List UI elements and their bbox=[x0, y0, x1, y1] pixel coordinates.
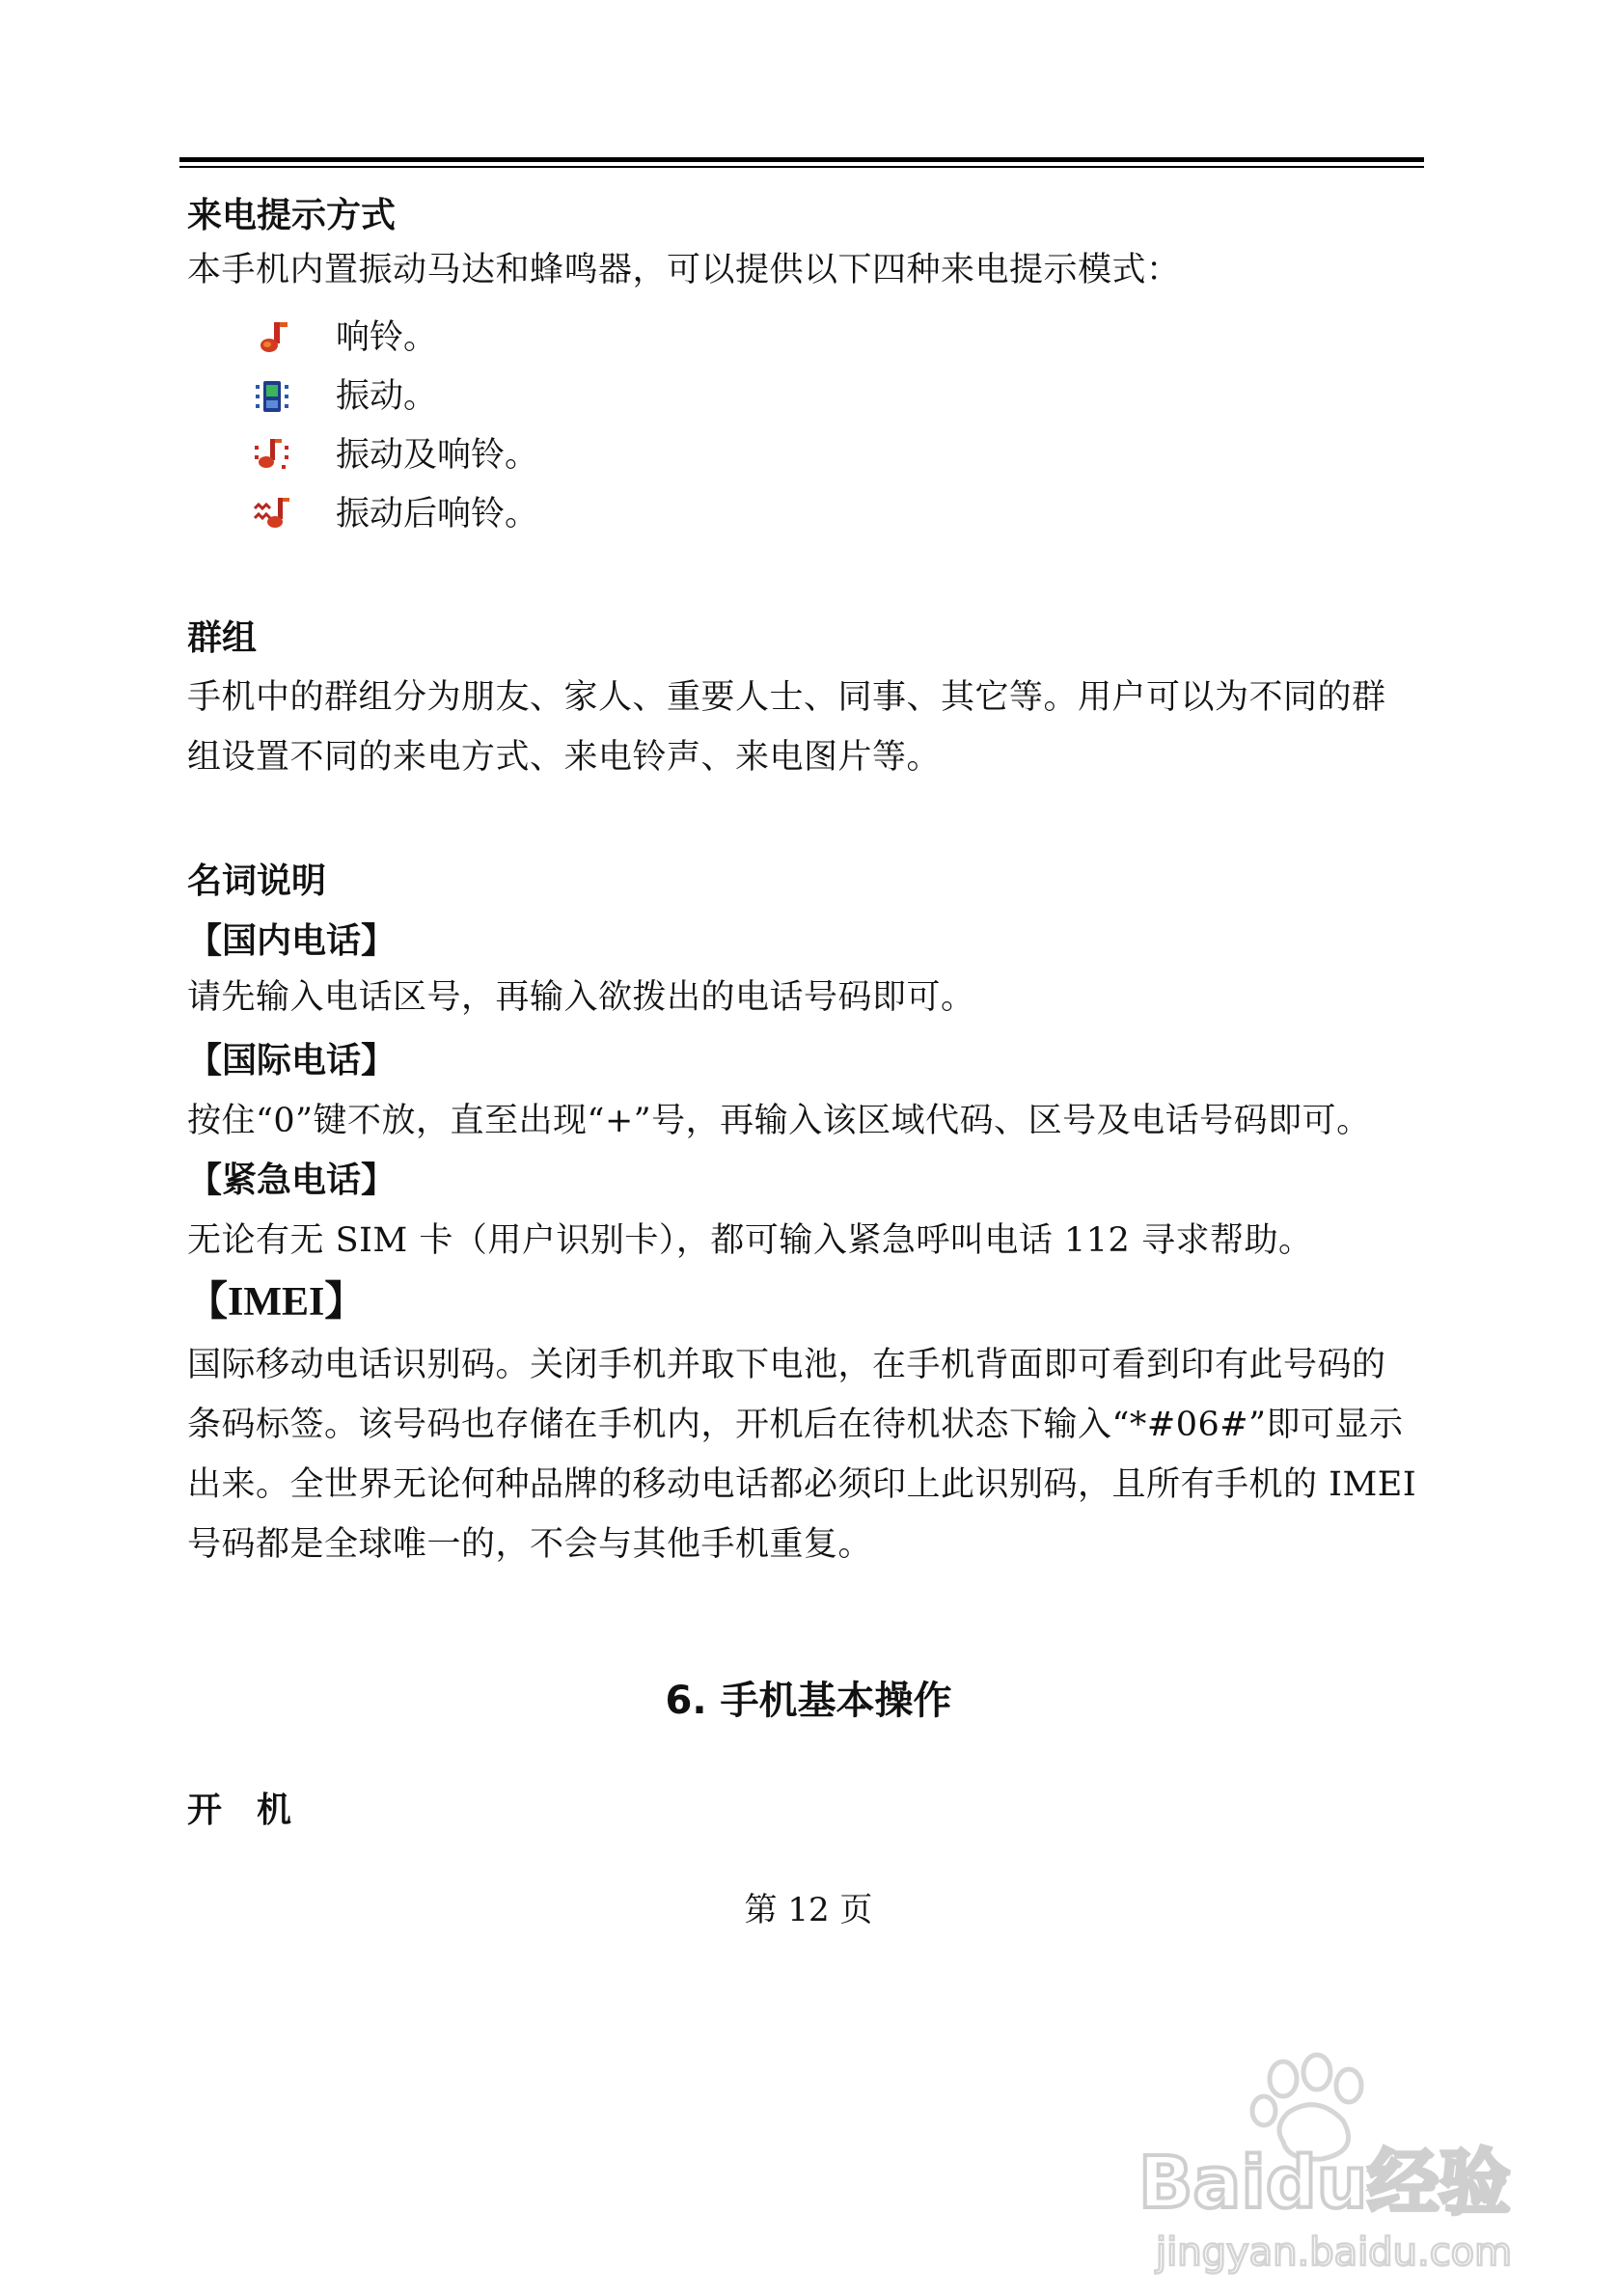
group-section bbox=[187, 617, 1432, 660]
mode-vibrate-ring-row bbox=[253, 431, 538, 479]
vibrate-then-ring-icon bbox=[253, 495, 291, 533]
group-heading: 群组 bbox=[187, 618, 258, 658]
page-number: 第 12 页 bbox=[744, 1891, 873, 1929]
baidu-paw-logo-icon bbox=[1129, 2045, 1553, 2277]
imei-text-line-3: 出来。全世界无论何种品牌的移动电话都必须印上此识别码，且所有手机的 IMEI bbox=[187, 1465, 1417, 1504]
group-text-line-2: 组设置不同的来电方式、来电铃声、来电图片等。 bbox=[187, 738, 942, 777]
ring-mode-intro: 本手机内置振动马达和蜂鸣器，可以提供以下四种来电提示模式： bbox=[187, 251, 1181, 289]
mode-vibrate-label: 振动。 bbox=[336, 377, 438, 416]
power-on-heading: 开 机 bbox=[187, 1790, 292, 1830]
mode-ring-label: 响铃。 bbox=[336, 318, 438, 357]
group-text-line-1: 手机中的群组分为朋友、家人、重要人士、同事、其它等。用户可以为不同的群 bbox=[187, 678, 1386, 717]
emergency-call-text: 无论有无 SIM 卡（用户识别卡），都可输入紧急呼叫电话 112 寻求帮助。 bbox=[187, 1221, 1313, 1260]
emergency-call-text-block bbox=[187, 1219, 1432, 1262]
ring-mode-heading: 来电提示方式 bbox=[187, 196, 397, 235]
mode-vibrate-ring-label: 振动及响铃。 bbox=[336, 436, 539, 475]
baidu-jingyan-watermark bbox=[1129, 2045, 1553, 2277]
intl-call-block bbox=[187, 1040, 1432, 1082]
vibrate-and-ring-icon bbox=[253, 436, 291, 475]
chapter-subtitle-block bbox=[187, 1790, 1432, 1832]
emergency-call-block bbox=[187, 1160, 1432, 1202]
mode-vibrate-row bbox=[253, 372, 437, 421]
terms-section bbox=[187, 861, 1432, 903]
intl-call-text: 按住“0”键不放，直至出现“+”号，再输入该区域代码、区号及电话号码即可。 bbox=[187, 1102, 1371, 1140]
mode-vibrate-then-ring-label: 振动后响铃。 bbox=[336, 495, 539, 533]
imei-title: 【IMEI】 bbox=[187, 1280, 366, 1325]
vibrate-phone-icon bbox=[253, 377, 291, 416]
ring-mode-intro-block bbox=[187, 249, 1432, 291]
imei-text-line-1: 国际移动电话识别码。关闭手机并取下电池，在手机背面即可看到印有此号码的 bbox=[187, 1346, 1386, 1384]
domestic-call-block bbox=[187, 920, 1432, 963]
ring-mode-section bbox=[187, 195, 1432, 237]
terms-heading: 名词说明 bbox=[187, 861, 327, 901]
domestic-call-text: 请先输入电话区号，再输入欲拨出的电话号码即可。 bbox=[187, 978, 975, 1017]
header-rule bbox=[179, 157, 1424, 162]
ring-note-icon bbox=[253, 318, 291, 357]
imei-text-block bbox=[187, 1335, 1432, 1574]
group-text-block bbox=[187, 668, 1432, 787]
intl-call-title: 【国际电话】 bbox=[187, 1041, 397, 1080]
domestic-call-title: 【国内电话】 bbox=[187, 921, 397, 961]
domestic-call-text-block bbox=[187, 976, 1432, 1019]
mode-vibrate-then-ring-row bbox=[253, 490, 538, 538]
imei-block bbox=[187, 1279, 1432, 1326]
mode-ring-row bbox=[253, 314, 437, 362]
watermark-brand-text: Baidu经验 bbox=[1138, 2142, 1511, 2225]
chapter-title: 6. 手机基本操作 bbox=[665, 1679, 952, 1723]
emergency-call-title: 【紧急电话】 bbox=[187, 1161, 397, 1200]
intl-call-text-block bbox=[187, 1100, 1432, 1142]
imei-text-line-4: 号码都是全球唯一的，不会与其他手机重复。 bbox=[187, 1525, 873, 1564]
watermark-url-text: jingyan.baidu.com bbox=[1156, 2230, 1513, 2275]
header-rule-thin bbox=[179, 166, 1424, 168]
imei-text-line-2: 条码标签。该号码也存储在手机内，开机后在待机状态下输入“*#06#”即可显示 bbox=[187, 1406, 1404, 1444]
